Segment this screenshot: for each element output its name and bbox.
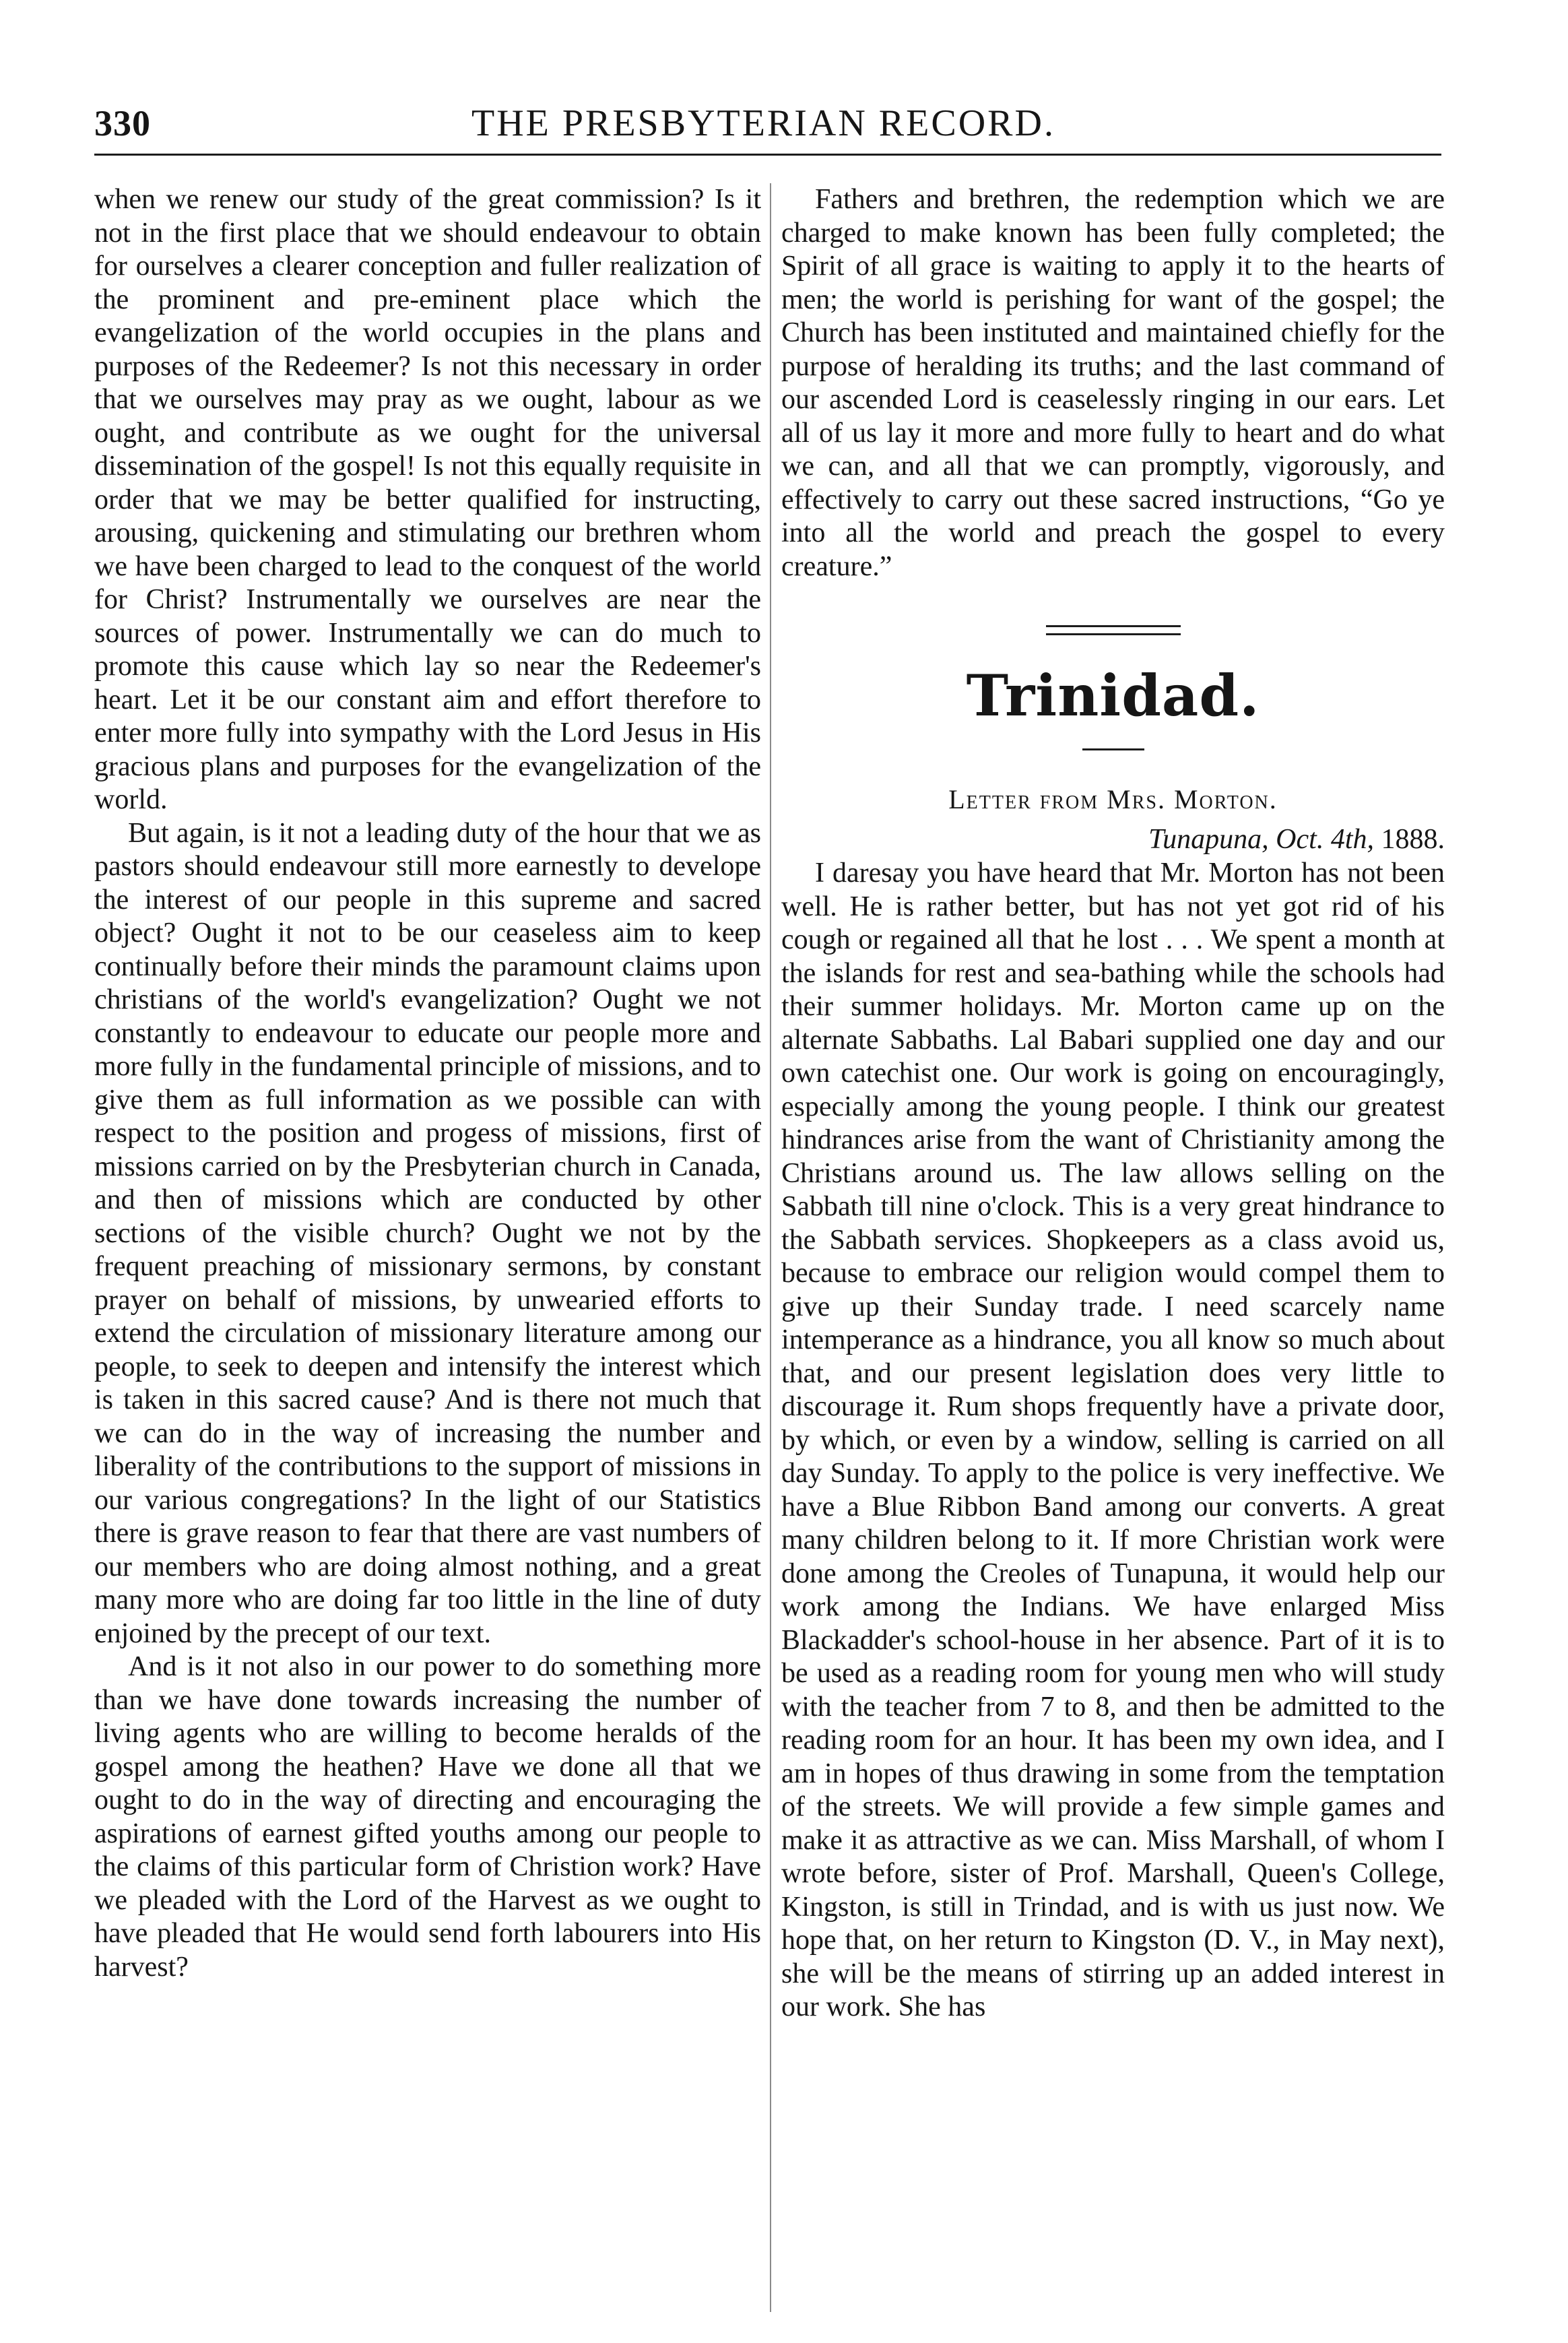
body-paragraph: But again, is it not a leading duty of the hour that we as pastors should endeavour still more earnestly to develope the interest of our people in this supreme and sacred object? Ought it not to be our ceaseless aim to keep continually before their minds the paramount claims upon christians of the world's evangelization? Ought we not constantly to endeavour to educate our people more and more fully in the fundamental principle of missions, and to give them as full information as we possible can with respect to the position and progess of missions, first of missions carried on by the Presbyterian church in Canada, and then of missions which are conducted by other sections of the visible church? Ought we not by the frequent preaching of missionary sermons, by constant prayer on behalf of missions, by unwearied efforts to extend the circulation of missionary literature among our people, to seek to deepen and intensify the interest which is taken in this sacred cause? And is there not much that we can do in the way of increasing the number and liberality of the contributions to the support of missions in our various congregations? In the light of our Statistics there is grave reason to fear that there are vast numbers of our members who are doing almost nothing, and a great many more who are doing far too little in the line of duty enjoined by the precept of our text. [94,817,761,1649]
body-paragraph: And is it not also in our power to do something more than we have done towards increasing the number of living agents who are willing to become heralds of the gospel among the heathen? Have we done all that we ought to do in the way of directing and encouraging the aspirations of earnest gifted youths among our people to the claims of this particular form of Christion work? Have we pleaded with the Lord of the Harvest as we ought to have pleaded that He would send forth labourers into His harvest? [94,1651,761,1983]
dateline-year: 1888. [1381,824,1445,855]
section-divider [1046,625,1181,635]
body-paragraph: when we renew our study of the great commission? Is it not in the first place that we should endeavour to obtain for ourselves a clearer conception and fuller realization of the prominent and pre-eminent place which the evangelization of the world occupies in the plans and purposes of the Redeemer? Is not this necessary in order that we ourselves may pray as we ought, labour as we ought, and contribute as we ought for the universal dissemination of the gospel! Is not this equally requisite in order that we may be better qualified for instructing, arousing, quickening and stimulating our brethren whom we have been charged to lead to the conquest of the world for Christ? Instrumentally we ourselves are near the sources of power. Instrumentally we can do much to promote this cause which lay so near the Redeemer's heart. Let it be our constant aim and effort therefore to enter more fully into sympathy with the Lord Jesus in His gracious plans and purposes for the evangelization of the world. [94,184,761,815]
page-number: 330 [94,103,151,143]
left-column [94,183,761,1984]
letter-body-paragraph: I daresay you have heard that Mr. Morton has not been well. He is rather better, but has not yet got rid of his cough or regained all that he lost . . . We spent a month at the islands for rest and sea-bathing while the schools had their summer holidays. Mr. Morton came up on the alternate Sabbaths. Lal Babari supplied one day and our own catechist one. Our work is going on encouragingly, especially among the young people. I think our greatest hindrances arise from the want of Christianity among the Christians around us. The law allows selling on the Sabbath till nine o'clock. This is a very great hindrance to the Sabbath services. Shopkeepers as a class avoid us, because to embrace our religion would compel them to give up their Sunday trade. I need scarcely name intemperance as a hindrance, you all know so much about that, and our present legislation does very little to discourage it. Rum shops frequently have a private door, by which, or even by a window, selling is carried on all day Sunday. To apply to the police is very ineffective. We have a Blue Ribbon Band among our converts. A great many children belong to it. If more Christian work were done among the Creoles of Tunapuna, it would help our work among the Indians. We have enlarged Miss Blackadder's school-house in her absence. Part of it is to be used as a reading room for young men who will study with the teacher from 7 to 8, and then be admitted to the reading room for an hour. It has been my own idea, and I am in hopes of thus drawing in some from the temptation of the streets. We will provide a few simple games and make it as attractive as we can. Miss Marshall, of whom I wrote before, sister of Prof. Marshall, Queen's College, Kingston, is still in Trindad, and is with us just now. We hope that, on her return to Kingston (D. V., in May next), she will be the means of stirring up an added interest in our work. She has [781,858,1445,2022]
dateline-place: Tunapuna, Oct. 4th, [1148,824,1374,855]
header-rule [94,154,1441,156]
running-head: THE PRESBYTERIAN RECORD. [471,102,1055,144]
letter-heading: Letter from Mrs. Morton. [948,784,1278,814]
letter-dateline [781,822,1445,857]
column-divider [770,183,771,2312]
title-rule [1082,748,1144,750]
body-paragraph: Fathers and brethren, the redemption which we are charged to make known has been fully completed; the Spirit of all grace is waiting to apply it to the hearts of men; the world is perishing for want of the gospel; the Church has been instituted and maintained chiefly for the purpose of heralding its truths; and the last command of our ascended Lord is ceaselessly ringing in our ears. Let all of us lay it more and more fully to heart and do what we can, and all that we can promptly, vigorously, and effectively to carry out these sacred instructions, “Go ye into all the world and preach the gospel to every creature.” [781,184,1445,582]
section-title: Trinidad. [966,662,1260,729]
right-column [781,183,1445,2024]
page-header [94,100,1441,167]
